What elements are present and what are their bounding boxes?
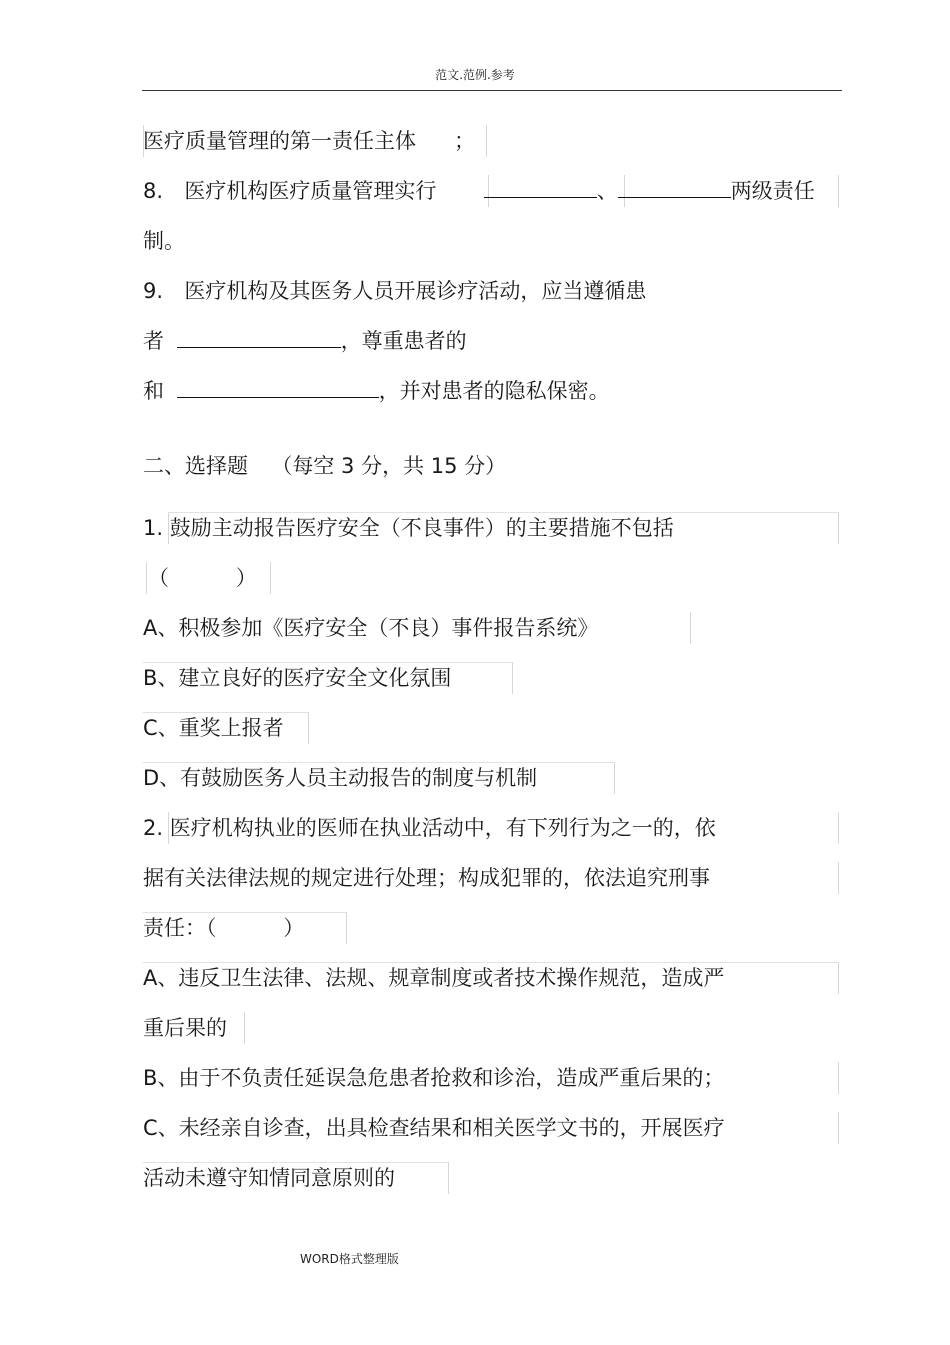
mc2-option-c-text-2: 活动未遵守知情同意原则的 bbox=[143, 1166, 395, 1190]
mc2-option-b[interactable] bbox=[143, 1060, 724, 1096]
cell-border bbox=[270, 562, 271, 594]
q8-separator: 、 bbox=[596, 179, 618, 203]
q8-line bbox=[143, 173, 815, 209]
section2-heading: 二、选择题 bbox=[143, 454, 248, 478]
cell-border bbox=[838, 512, 839, 544]
cell-border bbox=[486, 125, 487, 157]
q9-blank-1[interactable] bbox=[177, 325, 341, 348]
mc2-option-a-text-2: 重后果的 bbox=[143, 1016, 227, 1040]
mc1-option-b-text: B、建立良好的医疗安全文化氛围 bbox=[143, 666, 452, 690]
q9-line-3 bbox=[143, 373, 610, 409]
q8-cont-line bbox=[143, 223, 185, 259]
q8-blank-1[interactable] bbox=[484, 175, 597, 198]
page-footer: WORD格式整理版 bbox=[300, 1252, 399, 1266]
q9-line-1 bbox=[143, 273, 646, 309]
cell-border bbox=[308, 712, 309, 744]
q7-semicolon: ； bbox=[454, 129, 475, 153]
mc2-option-a-line-1[interactable] bbox=[143, 960, 724, 996]
mc2-stem-line-3 bbox=[143, 910, 304, 946]
q8-continuation: 制。 bbox=[143, 229, 185, 253]
q9-line3-start: 和 bbox=[143, 379, 164, 403]
q9-text: 医疗机构及其医务人员开展诊疗活动，应当遵循患 bbox=[184, 279, 647, 303]
cell-border bbox=[244, 1012, 245, 1044]
cell-border bbox=[448, 1162, 449, 1194]
section2-heading-line bbox=[143, 448, 506, 484]
mc1-option-c[interactable] bbox=[143, 710, 284, 746]
q7-continuation-line bbox=[143, 123, 475, 159]
mc2-stem-1: 2. 医疗机构执业的医师在执业活动中，有下列行为之一的，依 bbox=[143, 816, 716, 840]
cell-border bbox=[838, 1112, 839, 1144]
mc1-option-a[interactable] bbox=[143, 610, 598, 646]
mc1-stem: 1. 鼓励主动报告医疗安全（不良事件）的主要措施不包括 bbox=[143, 516, 674, 540]
cell-border bbox=[838, 862, 839, 894]
page-header: 范文.范例.参考 bbox=[435, 68, 515, 82]
mc2-stem-line-2 bbox=[143, 860, 710, 896]
mc1-option-b[interactable] bbox=[143, 660, 451, 696]
cell-border bbox=[346, 912, 347, 944]
mc2-option-a-text-1: A、违反卫生法律、法规、规章制度或者技术操作规范，造成严 bbox=[143, 966, 725, 990]
q8-text: 医疗机构医疗质量管理实行 bbox=[184, 179, 437, 203]
cell-border bbox=[614, 762, 615, 794]
cell-border bbox=[512, 662, 513, 694]
mc1-answer-paren[interactable]: （ ） bbox=[148, 566, 257, 590]
mc2-stem-2: 据有关法律法规的规定进行处理；构成犯罪的，依法追究刑事 bbox=[143, 866, 710, 890]
mc2-option-c-line-1[interactable] bbox=[143, 1110, 725, 1146]
mc1-option-d-text: D、有鼓励医务人员主动报告的制度与机制 bbox=[143, 766, 538, 790]
q9-line-2 bbox=[143, 323, 467, 359]
q8-blank-2[interactable] bbox=[618, 175, 731, 198]
cell-border bbox=[838, 1062, 839, 1094]
cell-border bbox=[838, 812, 839, 844]
mc1-answer-line bbox=[148, 560, 257, 596]
mc2-option-a-line-2[interactable] bbox=[143, 1010, 227, 1046]
cell-border bbox=[838, 175, 839, 207]
mc2-option-c-line-2[interactable] bbox=[143, 1160, 395, 1196]
cell-border bbox=[146, 562, 147, 594]
q8-number: 8. bbox=[143, 179, 164, 203]
q7-continuation-text: 医疗质量管理的第一责任主体 bbox=[143, 129, 416, 153]
q9-number: 9. bbox=[143, 279, 164, 303]
q9-line3-end: ，并对患者的隐私保密。 bbox=[378, 379, 610, 403]
cell-border bbox=[838, 962, 839, 994]
mc2-option-c-text-1: C、未经亲自诊查，出具检查结果和相关医学文书的，开展医疗 bbox=[143, 1116, 725, 1140]
mc2-stem-line-1 bbox=[143, 810, 716, 846]
q8-tail: 两级责任 bbox=[730, 179, 815, 203]
q9-line2-start: 者 bbox=[143, 329, 164, 353]
mc1-option-c-text: C、重奖上报者 bbox=[143, 716, 284, 740]
q9-blank-2[interactable] bbox=[177, 375, 379, 398]
q9-line2-end: ，尊重患者的 bbox=[340, 329, 467, 353]
section2-scoring-note: （每空 3 分，共 15 分） bbox=[271, 454, 507, 478]
mc1-stem-line bbox=[143, 510, 674, 546]
mc2-option-b-text: B、由于不负责任延误急危患者抢救和诊治，造成严重后果的； bbox=[143, 1066, 725, 1090]
header-divider bbox=[142, 90, 842, 91]
mc2-stem-3[interactable]: 责任：（ ） bbox=[143, 916, 305, 940]
mc1-option-d[interactable] bbox=[143, 760, 537, 796]
cell-border bbox=[690, 612, 691, 644]
mc1-option-a-text: A、积极参加《医疗安全（不良）事件报告系统》 bbox=[143, 616, 599, 640]
